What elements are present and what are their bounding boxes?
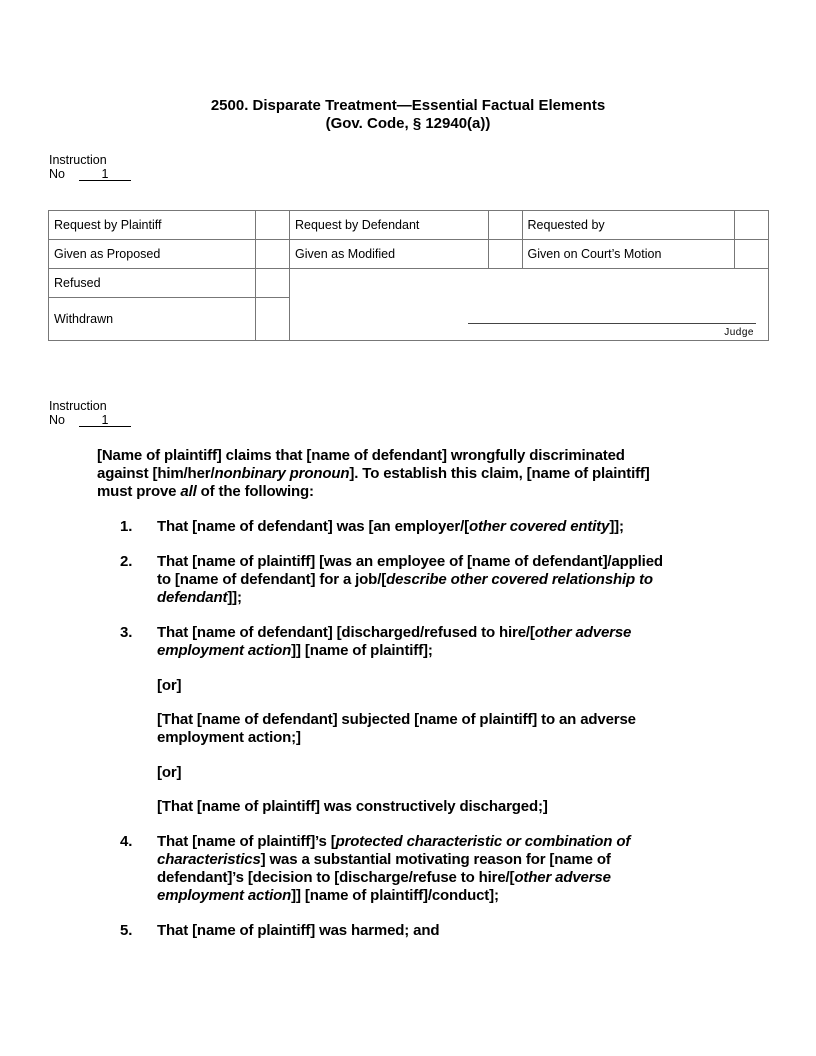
text-line <box>97 483 650 501</box>
instruction-block-bottom <box>49 399 131 427</box>
text-line <box>157 624 631 642</box>
instruction-number: 1 <box>79 414 131 427</box>
text: [That [name of plaintiff] was constructively discharged;] <box>157 798 548 815</box>
text-line <box>157 571 663 589</box>
instruction-label: Instruction <box>49 399 107 413</box>
no-label: No <box>49 167 65 181</box>
italic-text: employment action <box>157 642 292 659</box>
text: must prove <box>97 483 181 500</box>
italic-text: nonbinary pronoun <box>214 465 350 482</box>
numbered-element <box>120 553 663 607</box>
text: ]] [name of plaintiff]/conduct]; <box>291 887 499 904</box>
text-line <box>157 764 181 782</box>
text: [or] <box>157 677 182 694</box>
italic-text: protected characteristic or combination of <box>335 833 631 850</box>
numbered-element <box>120 624 632 660</box>
element-number: 3. <box>120 624 133 641</box>
italic-text: other adverse <box>534 624 632 641</box>
text: defendant]’s [decision to [discharge/refuse to hire/[ <box>157 869 515 886</box>
instruction-number: 1 <box>79 168 131 181</box>
given-as-proposed-label: Given as Proposed <box>49 240 256 269</box>
given-on-courts-motion-label: Given on Court’s Motion <box>522 240 734 269</box>
paragraph <box>157 711 636 747</box>
text-line <box>157 711 636 729</box>
text: [Name of plaintiff] claims that [name of defendant] wrongfully discriminated <box>97 447 625 464</box>
text: That [name of defendant] was [an employer/[ <box>157 518 469 535</box>
text-line <box>157 887 630 905</box>
element-number: 2. <box>120 553 133 570</box>
no-label: No <box>49 413 65 427</box>
numbered-element <box>120 833 631 905</box>
request-by-plaintiff-label: Request by Plaintiff <box>49 211 256 240</box>
instruction-block-top <box>49 153 131 181</box>
text: That [name of plaintiff] [was an employee of [name of defendant]/applied <box>157 553 663 570</box>
title-line-1: 2500. Disparate Treatment—Essential Factual Elements <box>210 97 606 114</box>
text: to [name of defendant] for a job/[ <box>157 571 387 588</box>
italic-text: describe other covered relationship to <box>386 571 653 588</box>
text: That [name of plaintiff]’s [ <box>157 833 336 850</box>
judge-signature-area[interactable] <box>290 269 769 341</box>
judge-label: Judge <box>724 327 754 338</box>
italic-text: other adverse <box>514 869 611 886</box>
text: [or] <box>157 764 182 781</box>
text-line <box>157 518 624 536</box>
italic-text: characteristics <box>157 851 261 868</box>
text: That [name of defendant] [discharged/refused to hire/[ <box>157 624 535 641</box>
text-line <box>157 851 630 869</box>
paragraph <box>157 677 181 695</box>
judge-signature-line <box>468 323 756 324</box>
text-line <box>157 729 636 747</box>
italic-text: other covered entity <box>468 518 610 535</box>
text-line <box>157 589 663 607</box>
instruction-disposition-form <box>48 210 769 341</box>
given-as-proposed-box[interactable] <box>256 240 290 269</box>
text-line <box>97 465 650 483</box>
text: ]]; <box>227 589 242 606</box>
instruction-label: Instruction <box>49 153 107 167</box>
withdrawn-label: Withdrawn <box>49 298 256 341</box>
italic-text: all <box>180 483 197 500</box>
numbered-element <box>120 518 624 536</box>
text: [That [name of defendant] subjected [name of plaintiff] to an adverse <box>157 711 636 728</box>
withdrawn-box[interactable] <box>256 298 290 341</box>
text: employment action;] <box>157 729 301 746</box>
refused-label: Refused <box>49 269 256 298</box>
text-line <box>157 677 181 695</box>
request-by-plaintiff-box[interactable] <box>256 211 290 240</box>
text: That [name of plaintiff] was harmed; and <box>157 922 440 939</box>
element-number: 1. <box>120 518 133 535</box>
text-line <box>157 833 630 851</box>
element-number: 4. <box>120 833 133 850</box>
italic-text: defendant <box>157 589 228 606</box>
paragraph <box>157 798 548 816</box>
text-line <box>157 553 663 571</box>
text: of the following: <box>196 483 314 500</box>
element-number: 5. <box>120 922 133 939</box>
numbered-element <box>120 922 440 940</box>
given-as-modified-box[interactable] <box>488 240 522 269</box>
paragraph <box>157 764 181 782</box>
given-on-courts-motion-box[interactable] <box>735 240 769 269</box>
given-as-modified-label: Given as Modified <box>290 240 489 269</box>
refused-box[interactable] <box>256 269 290 298</box>
paragraph <box>97 447 650 501</box>
text: against [him/her/ <box>97 465 215 482</box>
text: ]] [name of plaintiff]; <box>291 642 433 659</box>
text-line <box>97 447 650 465</box>
text-line <box>157 922 439 940</box>
request-by-defendant-label: Request by Defendant <box>290 211 489 240</box>
text-line <box>157 642 631 660</box>
text: ] was a substantial motivating reason for [name of <box>260 851 611 868</box>
text: ]. To establish this claim, [name of plaintiff] <box>349 465 650 482</box>
italic-text: employment action <box>157 887 292 904</box>
title-line-2: (Gov. Code, § 12940(a)) <box>325 115 491 132</box>
text-line <box>157 869 630 887</box>
text-line <box>157 798 548 816</box>
request-by-defendant-box[interactable] <box>488 211 522 240</box>
requested-by-label: Requested by <box>522 211 734 240</box>
text: ]]; <box>609 518 624 535</box>
requested-by-box[interactable] <box>735 211 769 240</box>
